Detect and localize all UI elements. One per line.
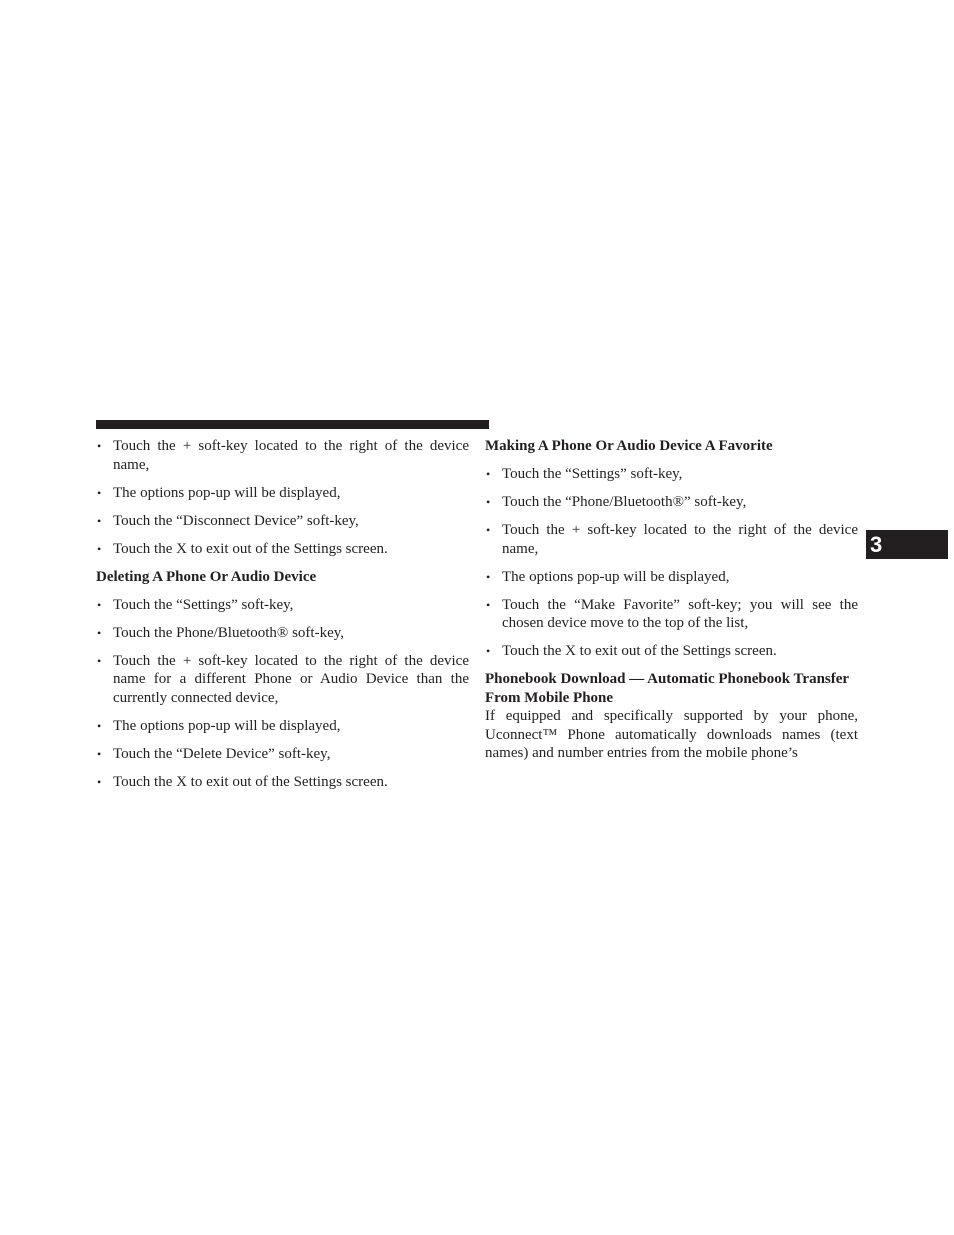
bullet-icon: •	[97, 653, 102, 668]
chapter-number: 3	[870, 532, 883, 557]
right-column	[485, 437, 858, 763]
section-heading-phonebook-download: Phonebook Download — Automatic Phonebook Transfer From Mobile Phone	[485, 671, 849, 706]
list-item: • Touch the X to exit out of the Settings screen.	[486, 643, 777, 659]
bullet-icon: •	[486, 467, 491, 481]
list-item: • Touch the + soft-key located to the right of the device name,	[486, 522, 858, 557]
bullet-icon: •	[97, 513, 102, 528]
list-item: • The options pop-up will be displayed,	[97, 484, 341, 501]
list-item: • Touch the X to exit out of the Settings screen.	[97, 540, 388, 557]
bullet-icon: •	[97, 597, 102, 612]
chapter-tab	[866, 530, 948, 559]
list-item: • Touch the + soft-key located to the right of the device name for a different Phone or Audio Device than the currently connected device,	[97, 652, 469, 706]
list-item: • Touch the “Phone/Bluetooth®” soft-key,	[486, 494, 747, 510]
left-column	[96, 437, 469, 801]
list-item: • Touch the “Delete Device” soft-key,	[97, 745, 331, 762]
list-item: • Touch the “Settings” soft-key,	[97, 596, 294, 613]
bullet-icon: •	[486, 597, 491, 612]
bullet-icon: •	[97, 439, 102, 453]
section-top-rule	[96, 420, 489, 429]
list-item: • Touch the + soft-key located to the right of the device name,	[97, 438, 469, 473]
list-item: • Touch the Phone/Bluetooth® soft-key,	[97, 624, 345, 641]
bullet-icon: •	[97, 746, 102, 761]
bullet-icon: •	[97, 541, 102, 556]
list-item: • Touch the X to exit out of the Settings screen.	[97, 773, 388, 790]
bullet-icon: •	[486, 644, 491, 658]
favorite-steps-list	[485, 465, 858, 661]
phonebook-paragraph: If equipped and specifically supported by your phone, Uconnect™ Phone automatically downloads names (text names) and number entries from the mobile phone’s	[485, 708, 858, 761]
bullet-icon: •	[97, 774, 102, 789]
delete-steps-list	[96, 596, 469, 792]
disconnect-steps-list	[96, 437, 469, 558]
bullet-icon: •	[486, 569, 491, 584]
bullet-icon: •	[486, 523, 491, 537]
section-heading-delete-device: Deleting A Phone Or Audio Device	[96, 568, 317, 585]
list-item: • Touch the “Disconnect Device” soft-key,	[97, 512, 359, 529]
list-item: • Touch the “Make Favorite” soft-key; you will see the chosen device move to the top of the list,	[486, 596, 858, 631]
list-item: • The options pop-up will be displayed,	[97, 717, 341, 734]
bullet-icon: •	[97, 625, 102, 640]
bullet-icon: •	[97, 718, 102, 733]
list-item: • The options pop-up will be displayed,	[486, 568, 730, 585]
bullet-icon: •	[486, 495, 491, 509]
bullet-icon: •	[97, 485, 102, 500]
list-item: • Touch the “Settings” soft-key,	[486, 466, 683, 482]
section-heading-make-favorite: Making A Phone Or Audio Device A Favorite	[485, 438, 773, 454]
